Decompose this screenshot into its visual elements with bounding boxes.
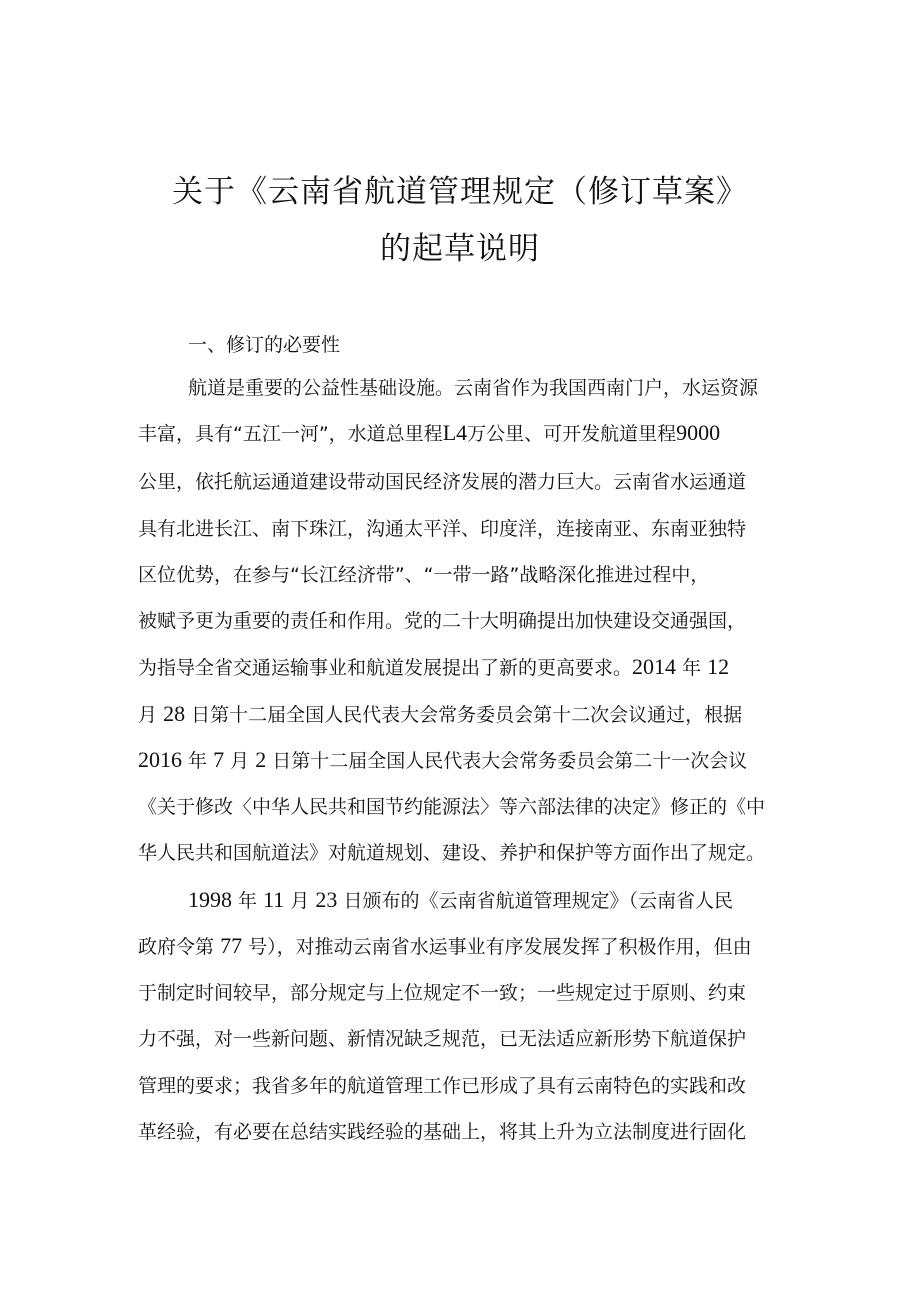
text-segment: 月 (230, 750, 250, 772)
number: 2 (255, 747, 267, 772)
number: 2016 (138, 747, 182, 772)
text-segment: 日颁布的《云南省航道管理规定》（云南省人民 (343, 890, 733, 912)
paragraph-1-line-10: 《关于修改〈中华人民共和国节约能源法〉等六部法律的决定》修正的《中 (138, 796, 766, 818)
number: 23 (315, 887, 338, 912)
number: 77 (220, 933, 243, 958)
document-title-line-2: 的起草说明 (380, 231, 540, 267)
paragraph-1-line-9 (138, 745, 747, 776)
paragraph-2-line-3: 于制定时间较早，部分规定与上位规定不一致；一些规定过于原则、约束 (138, 982, 747, 1004)
text-segment: 万公里、可开发航道里程 (467, 423, 677, 445)
paragraph-1-line-1: 航道是重要的公益性基础设施。云南省作为我国西南门户，水运资源 (188, 377, 759, 399)
section-heading: 一、修订的必要性 (188, 334, 341, 356)
paragraph-1-line-6: 被赋予更为重要的责任和作用。党的二十大明确提出加快建设交通强国， (138, 610, 747, 632)
number: 1998 (188, 887, 232, 912)
number: 12 (707, 654, 730, 679)
number: 7 (213, 747, 225, 772)
text-segment: 月 (290, 890, 310, 912)
number: 11 (263, 887, 285, 912)
paragraph-2-line-4: 力不强，对一些新问题、新情况缺乏规范，已无法适应新形势下航道保护 (138, 1028, 747, 1050)
text-segment: 年 (188, 750, 208, 772)
number: 2014 (632, 654, 677, 679)
text-segment: 丰富，具有“五江一河”，水道总里程 (138, 423, 443, 445)
paragraph-1-line-7 (138, 652, 729, 683)
paragraph-1-line-5: 区位优势，在参与“长江经济带”、“一带一路”战略深化推进过程中， (138, 564, 710, 586)
paragraph-2-line-5: 管理的要求；我省多年的航道管理工作已形成了具有云南特色的实践和改 (138, 1075, 747, 1097)
text-segment: 政府令第 (138, 936, 215, 958)
paragraph-1-line-3: 公里，依托航运通道建设带动国民经济发展的潜力巨大。云南省水运通道 (138, 471, 747, 493)
number: L4 (442, 420, 468, 445)
paragraph-2-line-1 (188, 885, 733, 916)
paragraph-1-line-8 (138, 699, 742, 730)
text-segment: 号），对推动云南省水运事业有序发展发挥了积极作用，但由 (248, 936, 752, 958)
number: 28 (163, 701, 186, 726)
paragraph-2-line-6: 革经验，有必要在总结实践经验的基础上，将其上升为立法制度进行固化 (138, 1121, 747, 1143)
text-segment: 年 (238, 890, 258, 912)
paragraph-2-line-2 (138, 931, 752, 962)
text-segment: 日第十二届全国人民代表大会常务委员会第十二次会议通过，根据 (191, 704, 743, 726)
paragraph-1-line-2 (138, 418, 720, 449)
paragraph-1-line-4: 具有北进长江、南下珠江，沟通太平洋、印度洋，连接南亚、东南亚独特 (138, 518, 747, 540)
text-segment: 年 (682, 657, 702, 679)
number: 9000 (676, 420, 721, 445)
text-segment: 日第十二届全国人民代表大会常务委员会第二十一次会议 (272, 750, 748, 772)
paragraph-1-line-11: 华人民共和国航道法》对航道规划、建设、养护和保护等方面作出了规定。 (138, 842, 766, 864)
text-segment: 为指导全省交通运输事业和航道发展提出了新的更高要求。 (138, 657, 633, 679)
text-segment: 月 (138, 704, 158, 726)
document-title-line-1: 关于《云南省航道管理规定（修订草案》 (172, 174, 748, 210)
